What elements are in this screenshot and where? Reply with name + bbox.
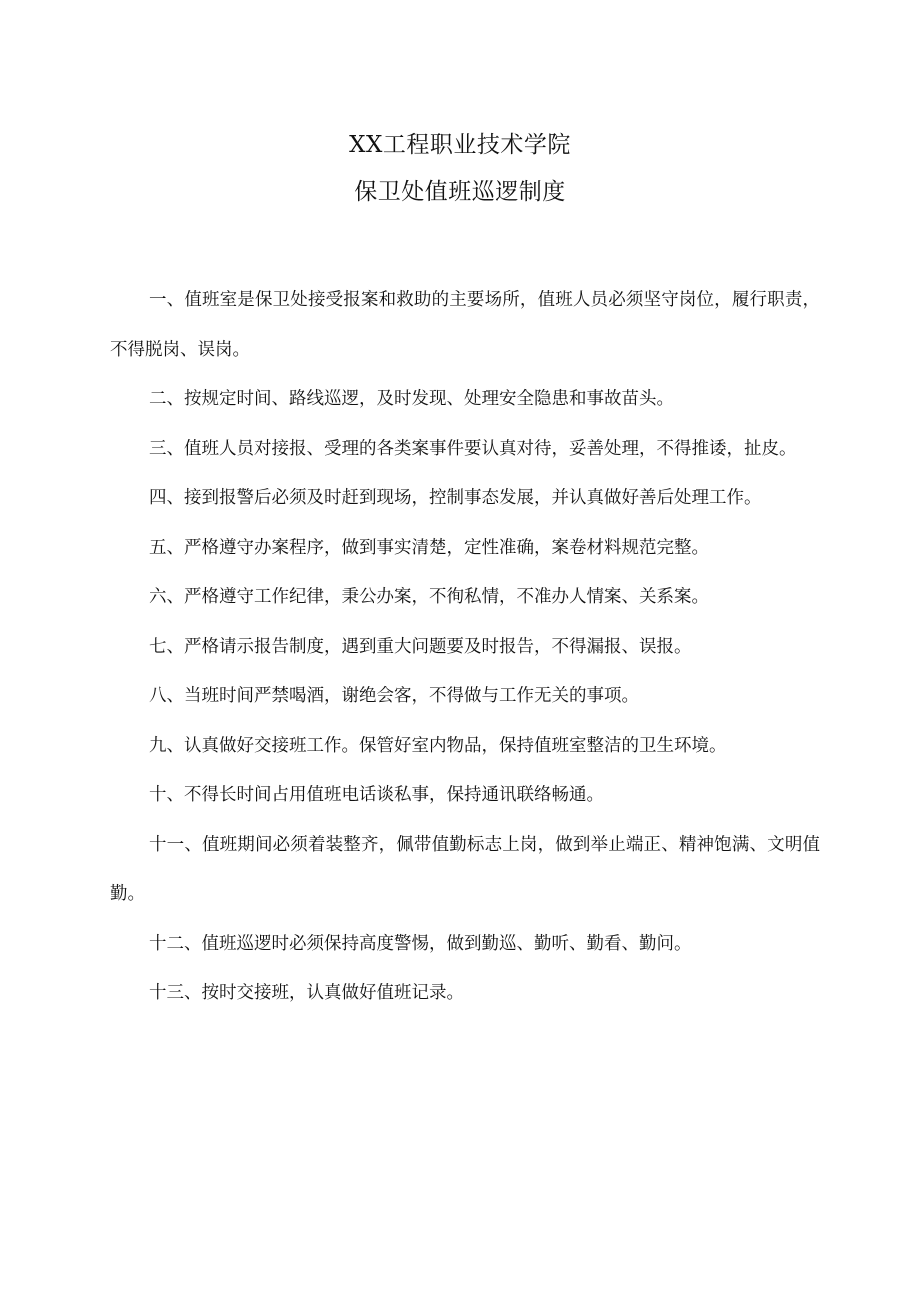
document-title-school: XX工程职业技术学院 (349, 132, 571, 158)
rule-paragraph-2: 二、按规定时间、路线巡逻，及时发现、处理安全隐患和事故苗头。 (149, 389, 674, 409)
document-body (110, 276, 820, 1019)
rule-paragraph-5: 五、严格遵守办案程序，做到事实清楚，定性准确，案卷材料规范完整。 (149, 537, 709, 558)
rule-paragraph-10: 十、不得长时间占用值班电话谈私事，保持通讯联络畅通。 (149, 785, 604, 805)
rule-paragraph-3: 三、值班人员对接报、受理的各类案事件要认真对待，妥善处理，不得推诿，扯皮。 (149, 438, 797, 459)
rule-paragraph-11: 十一、值班期间必须着装整齐，佩带值勤标志上岗，做到举止端正、精神饱满、文明值勤。 (110, 834, 820, 904)
rule-paragraph-7: 七、严格请示报告制度，遇到重大问题要及时报告，不得漏报、误报。 (149, 636, 692, 657)
rule-paragraph-9: 九、认真做好交接班工作。保管好室内物品，保持值班室整洁的卫生环境。 (149, 735, 727, 756)
rule-paragraph-6: 六、严格遵守工作纪律，秉公办案，不徇私情，不准办人情案、关系案。 (149, 587, 709, 607)
rule-paragraph-13: 十三、按时交接班，认真做好值班记录。 (149, 983, 464, 1003)
rule-paragraph-4: 四、接到报警后必须及时赶到现场，控制事态发展，并认真做好善后处理工作。 (149, 488, 762, 508)
rule-paragraph-8: 八、当班时间严禁喝酒，谢绝会客，不得做与工作无关的事项。 (149, 686, 639, 706)
document-title-policy: 保卫处值班巡逻制度 (354, 179, 566, 205)
rule-paragraph-12: 十二、值班巡逻时必须保持高度警惕，做到勤巡、勤听、勤看、勤问。 (149, 933, 692, 954)
rule-paragraph-1: 一、值班室是保卫处接受报案和救助的主要场所，值班人员必须坚守岗位，履行职责，不得脱岗、误岗。 (110, 290, 820, 360)
